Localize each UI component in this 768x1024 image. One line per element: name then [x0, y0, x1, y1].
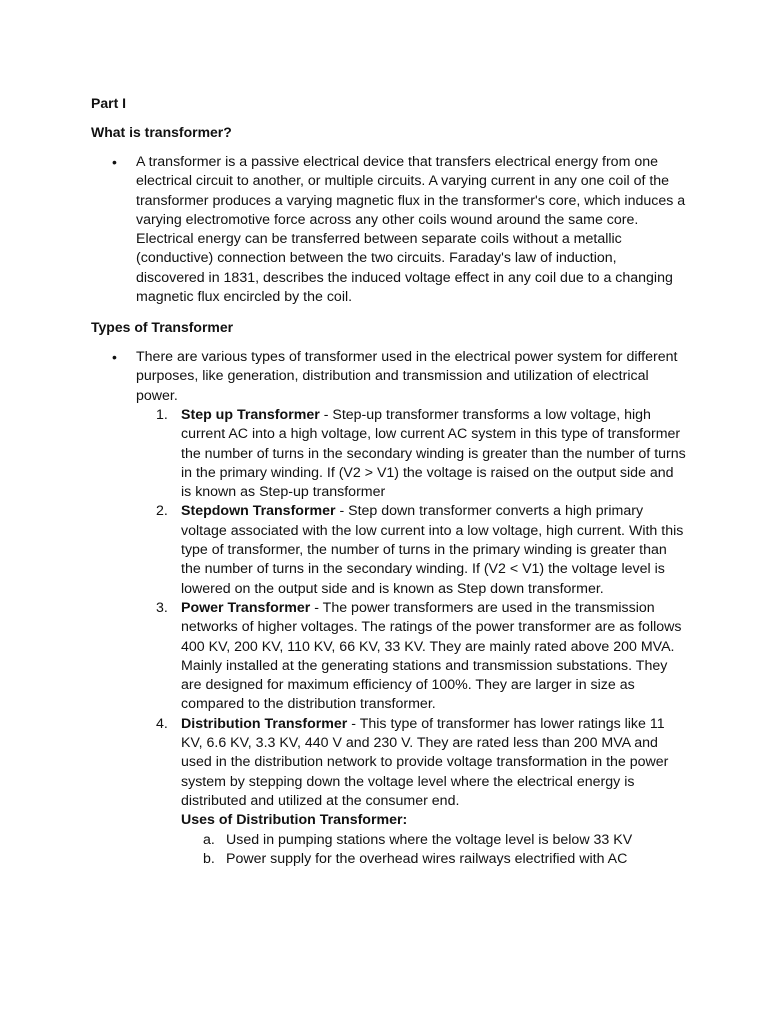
- type-title: Power Transformer: [181, 599, 311, 616]
- list-number: 2.: [156, 503, 168, 520]
- type-title: Distribution Transformer: [181, 715, 348, 732]
- list-item: [156, 715, 686, 869]
- type-description: - Step-up transformer transforms a low voltage, high current AC into a high voltage, low current AC system in this type of transformer the number of turns in the secondary winding is greater than the number of turns in the primary winding. If (V2 > V1) the voltage is raised on the output side and is known as Step-up transformer: [181, 407, 686, 501]
- types-intro-bullet: [112, 348, 687, 406]
- type-description: - This type of transformer has lower ratings like 11 KV, 6.6 KV, 3.3 KV, 440 V and 230 V. They are rated less than 200 MVA and used in the distribution network to provide voltage transformation in the power system by stepping down the voltage level where the electrical energy is distributed and utilized at the consumer end.: [181, 715, 669, 809]
- bullet-icon: •: [112, 154, 117, 170]
- list-item: [156, 406, 686, 502]
- type-title: Stepdown Transformer: [181, 503, 336, 520]
- type-description: - Step down transformer converts a high primary voltage associated with the low current into a low voltage, high current. With this type of transformer, the number of turns in the primary winding is greater than the number of turns in the secondary winding. If (V2 < V1) the voltage level is lowered on the output side and is known as Step down transformer.: [181, 503, 684, 597]
- list-number: 4.: [156, 715, 168, 732]
- list-item: [156, 502, 686, 598]
- list-number: 1.: [156, 407, 168, 423]
- definition-text: A transformer is a passive electrical device that transfers electrical energy from one electrical circuit to another, or multiple circuits. A varying current in any one coil of the transformer produces a varying magnetic flux in the transformer's core, which induces a varying electromotive force across any other coils wound around the same core. Electrical energy can be transferred between separate coils without a metallic (conductive) connection between the two circuits. Faraday's law of induction, discovered in 1831, describes the induced voltage effect in any coil due to a changing magnetic flux encircled by the coil.: [136, 154, 686, 306]
- list-letter: a.: [203, 831, 215, 848]
- list-item: [156, 599, 686, 715]
- list-item: [181, 850, 686, 869]
- types-heading: Types of Transformer: [91, 319, 234, 335]
- uses-list: [181, 831, 686, 870]
- uses-heading: Uses of Distribution Transformer:: [181, 812, 408, 829]
- type-description: - The power transformers are used in the transmission networks of higher voltages. The ratings of the power transformer are as follows 400 KV, 200 KV, 110 KV, 66 KV, 33 KV. They are mainly rated above 200 MVA. Mainly installed at the generating stations and transmission substations. They are designed for maximum efficiency of 100%. They are larger in size as compared to the distribution transformer.: [181, 599, 682, 713]
- types-intro-text: There are various types of transformer used in the electrical power system for different purposes, like generation, distribution and transmission and utilization of electrical power.: [136, 349, 678, 404]
- use-text: Power supply for the overhead wires railways electrified with AC: [226, 850, 628, 867]
- definition-bullet: [112, 153, 687, 307]
- part-heading: Part I: [91, 95, 127, 111]
- list-item: [181, 831, 686, 850]
- bullet-icon: •: [112, 349, 117, 365]
- question-heading: What is transformer?: [91, 124, 232, 140]
- list-number: 3.: [156, 599, 168, 616]
- type-title: Step up Transformer: [181, 407, 320, 423]
- list-letter: b.: [203, 850, 215, 867]
- types-list: [156, 406, 686, 869]
- use-text: Used in pumping stations where the voltage level is below 33 KV: [226, 831, 633, 848]
